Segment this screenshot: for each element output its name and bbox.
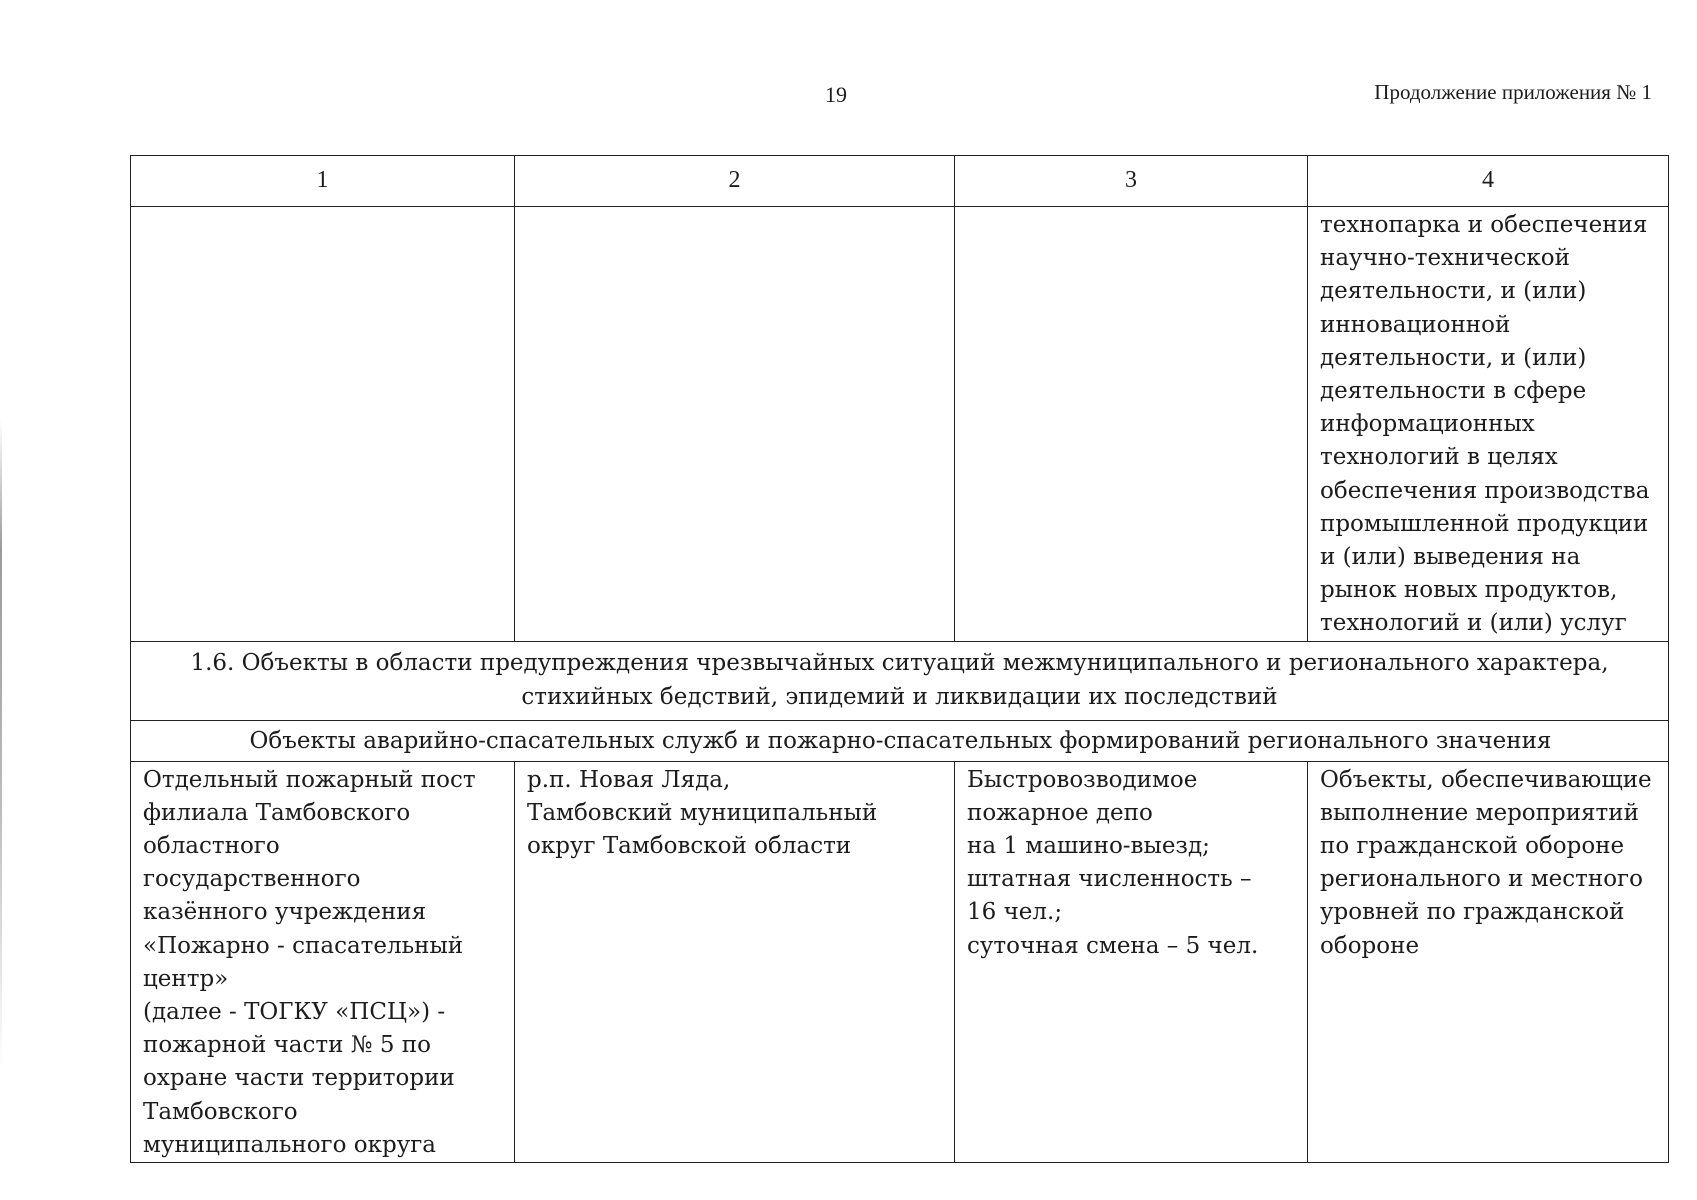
column-number-2: 2: [515, 156, 955, 207]
location-cell: р.п. Новая Ляда, Тамбовский муниципальный округ Тамбовской области: [515, 761, 955, 1162]
cell-col1: [131, 207, 515, 642]
subsection-heading-row: [131, 720, 1669, 761]
cell-col2: [515, 207, 955, 642]
subsection-heading: Объекты аварийно-спасательных служб и пожарно-спасательных формирований регионального значения: [131, 720, 1669, 761]
column-number-1: 1: [131, 156, 515, 207]
appendix-table: [130, 155, 1669, 1163]
cell-col3: [955, 207, 1308, 642]
table-row: [131, 761, 1669, 1162]
section-heading-row: [131, 641, 1669, 720]
section-heading: 1.6. Объекты в области предупреждения чрезвычайных ситуаций межмуниципального и регионального характера, стихийных бедствий, эпидемий и ликвидации их последствий: [131, 641, 1669, 720]
characteristics-cell: Быстровозводимое пожарное депо на 1 машино-выезд; штатная численность – 16 чел.; суточная смена – 5 чел.: [955, 761, 1308, 1162]
purpose-cell: Объекты, обеспечивающие выполнение мероприятий по гражданской обороне регионального и местного уровней по гражданской обороне: [1308, 761, 1669, 1162]
object-name-cell: Отдельный пожарный пост филиала Тамбовского областного государственного казённого учреждения «Пожарно - спасательный центр» (далее - ТОГКУ «ПСЦ») - пожарной части № 5 по охране части территории Тамбовского муниципального округа: [131, 761, 515, 1162]
page-number: 19: [825, 82, 847, 107]
column-number-3: 3: [955, 156, 1308, 207]
column-number-4: 4: [1308, 156, 1669, 207]
column-number-row: [131, 156, 1669, 207]
cell-col4: технопарка и обеспечения научно-технической деятельности, и (или) инновационной деятельности, и (или) деятельности в сфере информационных технологий в целях обеспечения производства промышленной продукции и (или) выведения на рынок новых продуктов, технологий и (или) услуг: [1308, 207, 1669, 642]
scan-edge-artifact: [0, 420, 2, 1070]
appendix-continuation-note: Продолжение приложения № 1: [1374, 80, 1652, 104]
table-row: [131, 207, 1669, 642]
